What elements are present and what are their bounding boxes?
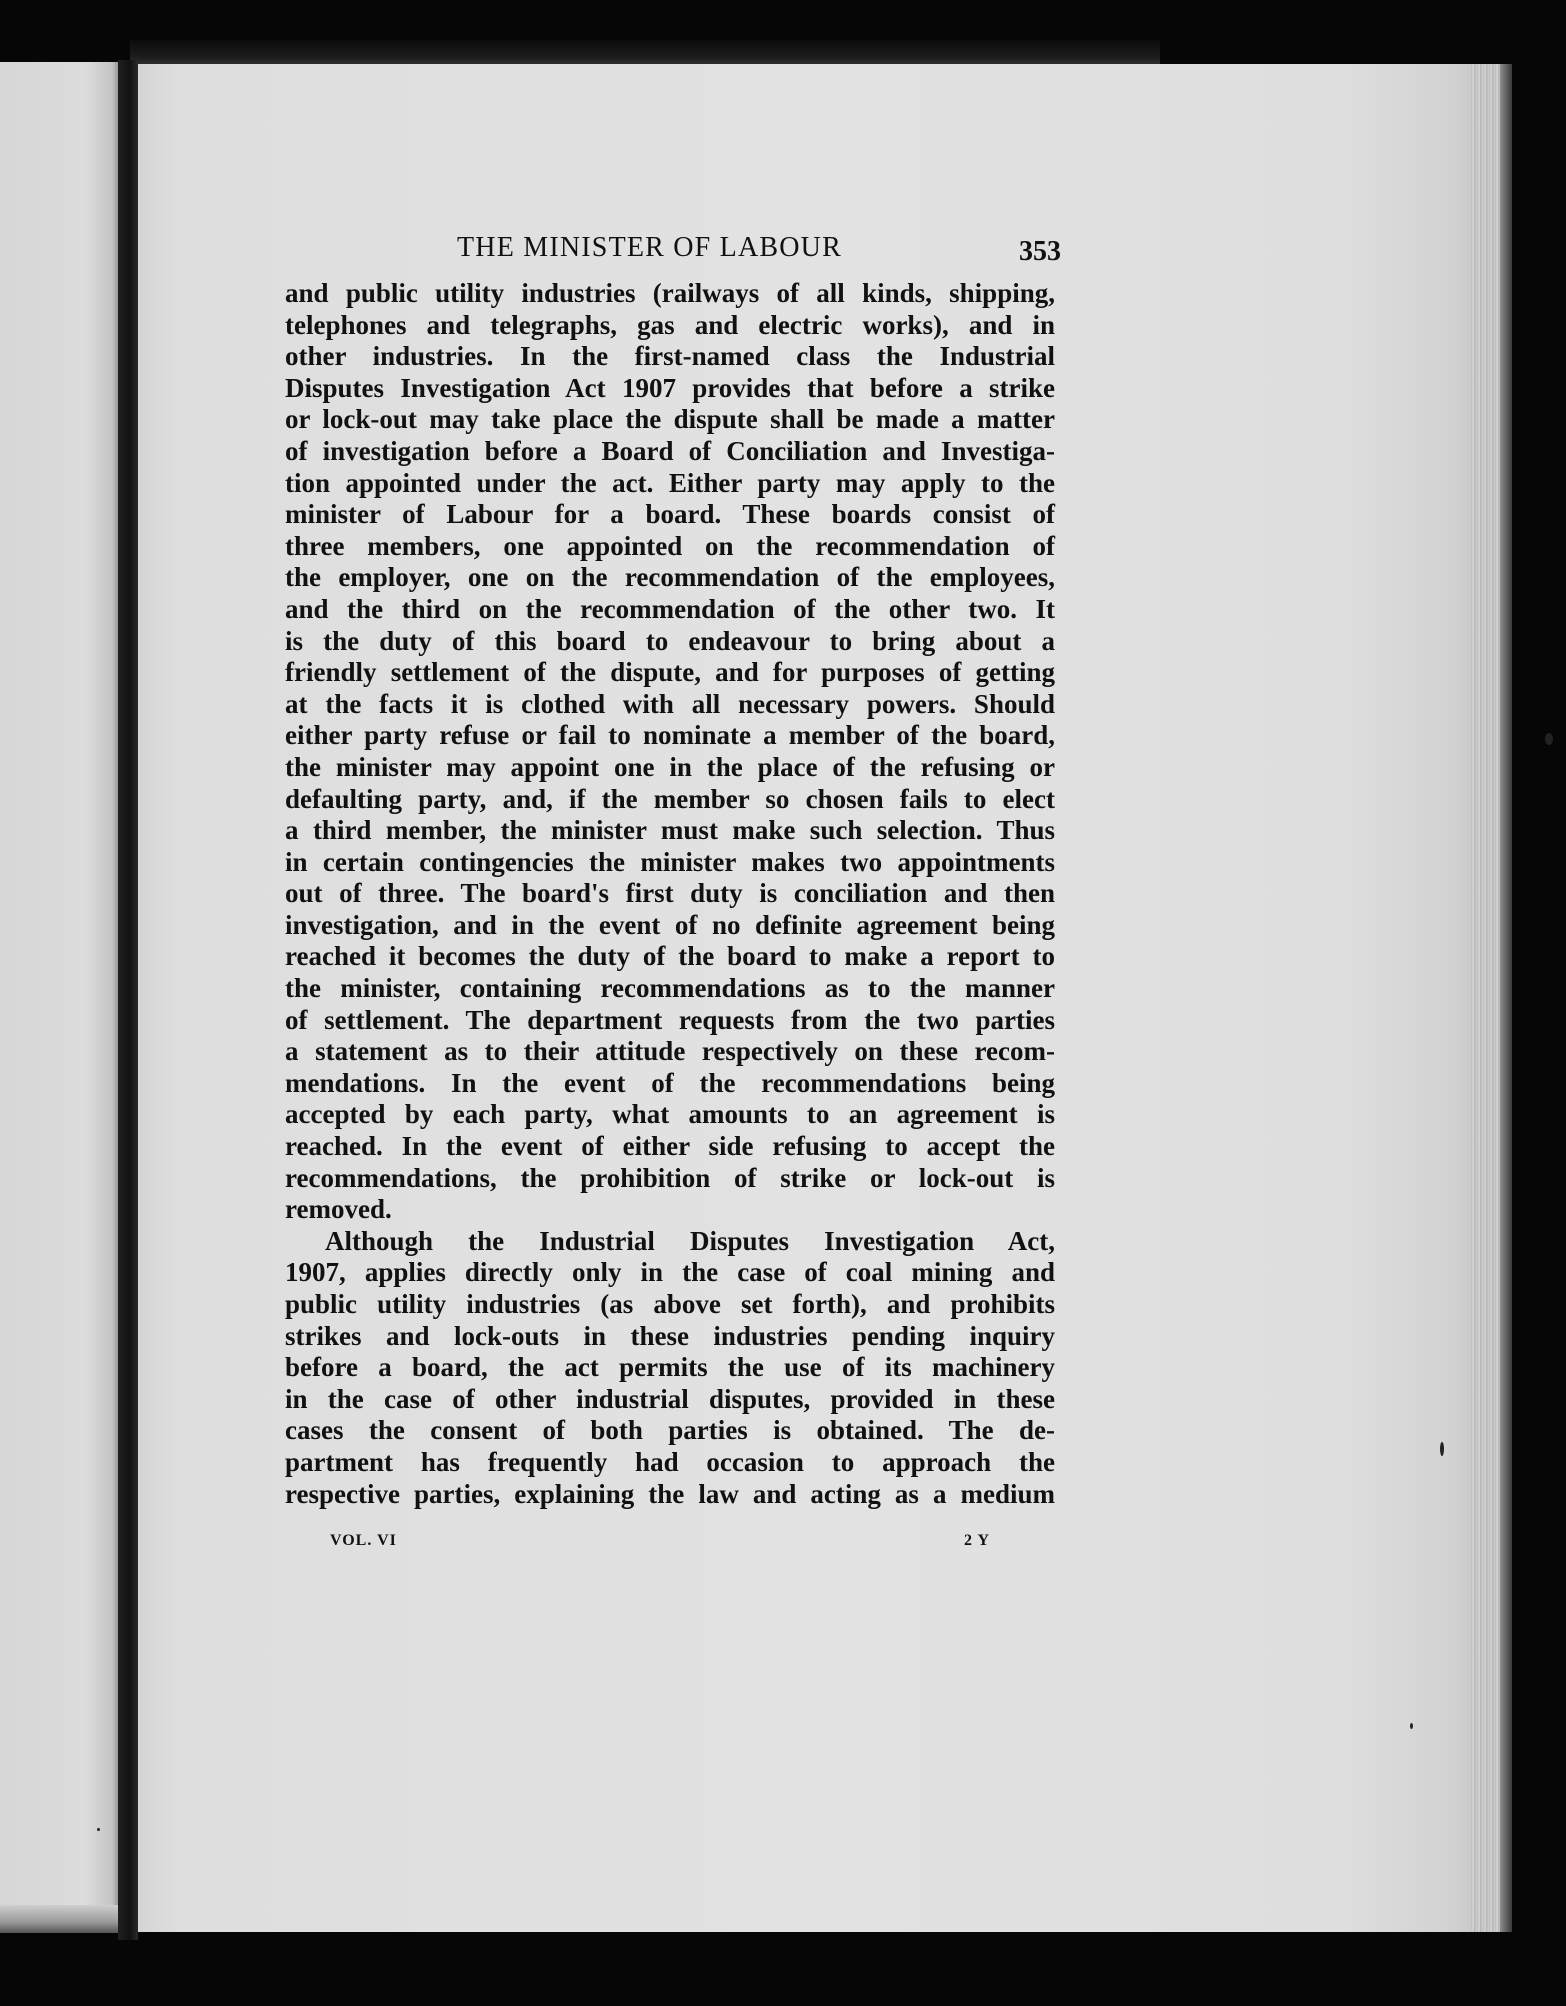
text-line: 1907, applies directly only in the case of coal mining and [285, 1257, 1055, 1288]
text-line: telephones and telegraphs, gas and electric works), and in [285, 309, 1055, 340]
ink-speck [97, 1828, 100, 1831]
text-line: Disputes Investigation Act 1907 provides that before a strike [285, 372, 1055, 403]
text-line: investigation, and in the event of no definite agreement being [285, 909, 1055, 940]
ink-speck [1440, 1442, 1444, 1456]
book-gutter [118, 60, 138, 1940]
body-text [285, 278, 1055, 1510]
text-line: of investigation before a Board of Conciliation and Investiga- [285, 435, 1055, 466]
paragraph-1 [285, 278, 1055, 1226]
facing-page-bottom [0, 1905, 122, 1933]
page-footer [330, 1532, 990, 1556]
text-line: partment has frequently had occasion to approach the [285, 1446, 1055, 1477]
text-line: the employer, one on the recommendation of the employees, [285, 562, 1055, 593]
text-line: three members, one appointed on the recommendation of [285, 530, 1055, 561]
text-line: a statement as to their attitude respectively on these recom- [285, 1036, 1055, 1067]
text-line: either party refuse or fail to nominate a member of the board, [285, 720, 1055, 751]
signature-mark: 2 Y [964, 1532, 990, 1549]
text-line: at the facts it is clothed with all necessary powers. Should [285, 688, 1055, 719]
text-line: Although the Industrial Disputes Investigation Act, [325, 1225, 1055, 1256]
text-line: friendly settlement of the dispute, and for purposes of getting [285, 657, 1055, 688]
text-line: in certain contingencies the minister makes two appointments [285, 846, 1055, 877]
text-line: public utility industries (as above set forth), and prohibits [285, 1289, 1055, 1319]
running-head: THE MINISTER OF LABOUR [457, 232, 842, 263]
page-header [287, 232, 1061, 276]
text-line: recommendations, the prohibition of strike or lock-out is [285, 1162, 1055, 1193]
page-number: 353 [1019, 236, 1061, 267]
text-line: minister of Labour for a board. These boards consist of [285, 499, 1055, 530]
text-line: strikes and lock-outs in these industries pending inquiry [285, 1320, 1055, 1351]
text-line: out of three. The board's first duty is conciliation and then [285, 878, 1055, 909]
text-line: accepted by each party, what amounts to an agreement is [285, 1099, 1055, 1130]
paragraph-2 [285, 1226, 1055, 1510]
text-line: is the duty of this board to endeavour to bring about a [285, 625, 1055, 656]
text-line: reached. In the event of either side refusing to accept the [285, 1131, 1055, 1162]
text-line: before a board, the act permits the use of its machinery [285, 1352, 1055, 1383]
text-line: cases the consent of both parties is obtained. The de- [285, 1415, 1055, 1446]
text-line: a third member, the minister must make such selection. Thus [285, 815, 1055, 846]
text-line: tion appointed under the act. Either party may apply to the [285, 467, 1055, 498]
top-shadow [130, 40, 1160, 64]
text-line: mendations. In the event of the recommendations being [285, 1067, 1055, 1098]
facing-page-edge [0, 62, 122, 1932]
text-line: and the third on the recommendation of the other two. It [285, 593, 1055, 624]
page-edge-shadow [1500, 64, 1512, 1932]
ink-speck [1410, 1723, 1413, 1729]
text-line: reached it becomes the duty of the board to make a report to [285, 941, 1055, 972]
text-line: and public utility industries (railways of all kinds, shipping, [285, 278, 1055, 308]
text-line: or lock-out may take place the dispute shall be made a matter [285, 404, 1055, 435]
text-line: the minister may appoint one in the place of the refusing or [285, 751, 1055, 782]
text-line: the minister, containing recommendations as to the manner [285, 973, 1055, 1004]
text-line: respective parties, explaining the law and acting as a medium [285, 1478, 1055, 1509]
text-line: other industries. In the first-named class the Industrial [285, 341, 1055, 372]
text-line: removed. [285, 1194, 392, 1225]
ink-speck [1545, 733, 1553, 745]
text-line: in the case of other industrial disputes, provided in these [285, 1383, 1055, 1414]
text-line: defaulting party, and, if the member so chosen fails to elect [285, 783, 1055, 814]
volume-mark: VOL. VI [330, 1532, 397, 1549]
text-line: of settlement. The department requests from the two parties [285, 1004, 1055, 1035]
